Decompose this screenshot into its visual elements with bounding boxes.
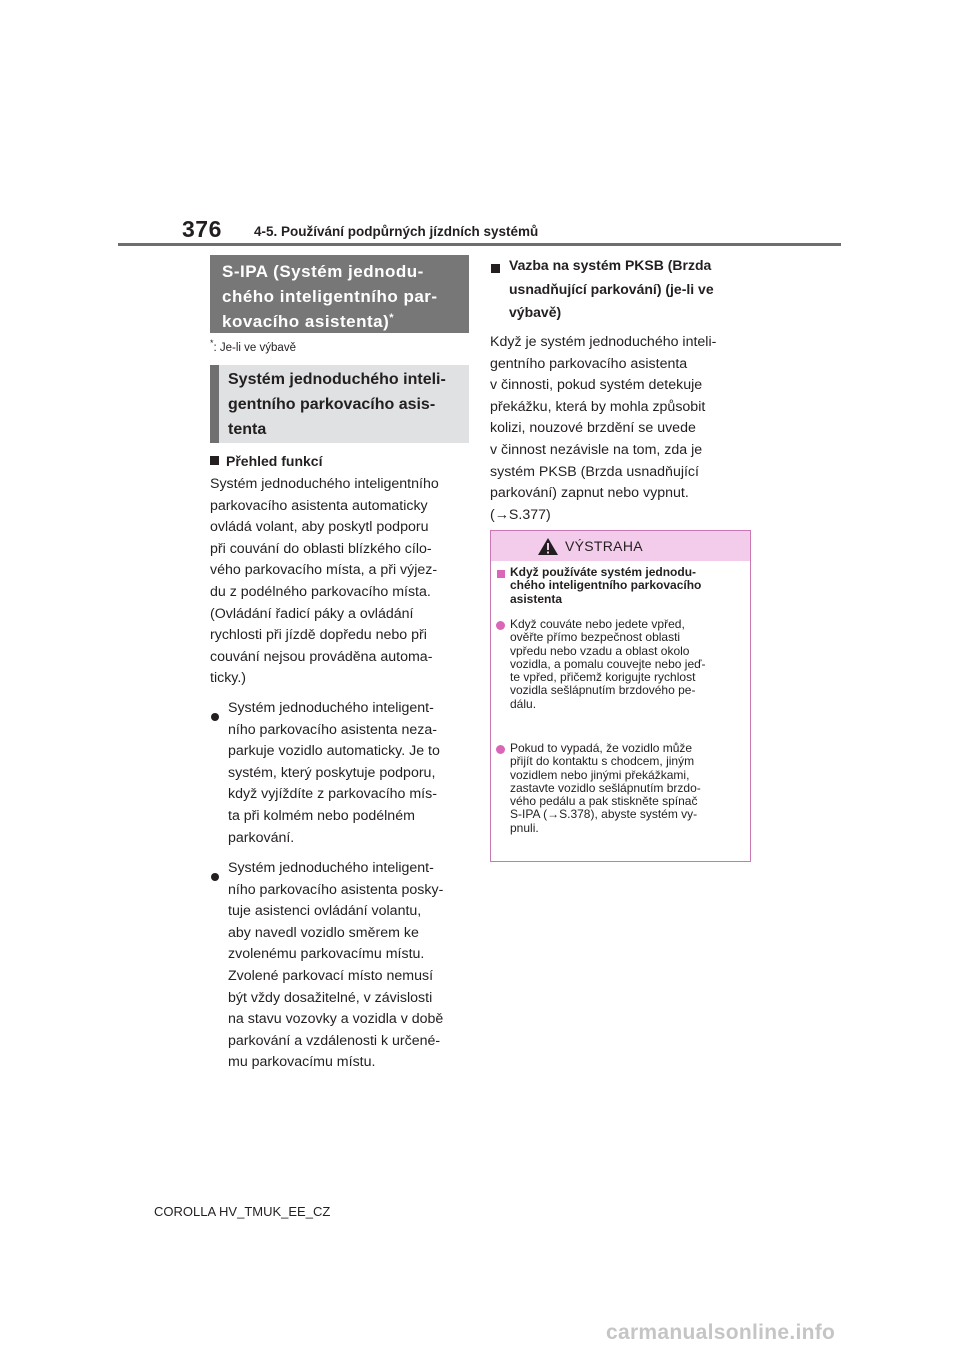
main-heading (210, 255, 469, 333)
overview-bullet-1: Systém jednoduchého inteligent- ního parkovacího asistenta neza- parkuje vozidlo automaticky. Je to systém, který poskytuje podporu, když vyjíždíte z parkovacího mís- ta při kolmém nebo podélném parkování. (228, 700, 440, 846)
pksb-paragraph: Když je systém jednoduchého inteli- gentního parkovacího asistenta v činnosti, pokud systém detekuje překážku, která by mohla způsobit kolizi, nouzové brzdění se uvede v činnost nezávisle na tom, zda je systém PKSB (Brzda usnadňující parkování) zapnut nebo vypnut. (→S.377) (490, 334, 717, 523)
warning-title: VÝSTRAHA (565, 538, 643, 554)
sub-heading-line-3: tenta (228, 421, 267, 438)
footer-model-code: COROLLA HV_TMUK_EE_CZ (154, 1204, 331, 1219)
main-heading-line-1: S-IPA (Systém jednodu- (222, 262, 424, 281)
main-heading-line-2: chého inteligentního par- (222, 287, 438, 306)
main-heading-line-3: kovacího asistenta) (222, 312, 390, 331)
sub-heading (210, 365, 469, 443)
overview-bullet-2: Systém jednoduchého inteligent- ního parkovacího asistenta posky- tuje asistenci ovládání volantu, aby navedl vozidlo směrem ke zvolenému parkovacímu místu. Zvolené parkovací místo nemusí být vždy dosažitelné, v závislosti na stavu vozovky a vozidla v době parkování a vzdálenosti k určené- mu parkovacímu místu. (228, 860, 444, 1071)
overview-topic (210, 454, 322, 468)
sub-heading-line-2: gentního parkovacího asis- (228, 396, 436, 413)
warning-item-2: Pokud to vypadá, že vozidlo může přijít do kontaktu s chodcem, jiným vozidlem nebo jinými překážkami, zastavte vozidlo sešlápnutím brzdo- vého pedálu a pak stiskněte spínač S-IPA (→S.378), abyste systém vy- pnuli. (510, 741, 701, 835)
footnote (210, 338, 296, 356)
square-bullet-icon (210, 456, 219, 465)
header-divider (118, 243, 841, 246)
sub-heading-line-1: Systém jednoduchého inteli- (228, 371, 446, 388)
watermark: carmanualsonline.info (606, 1321, 836, 1344)
bullet-dot-icon (496, 745, 505, 754)
overview-title: Přehled funkcí (226, 453, 323, 469)
square-bullet-icon (491, 264, 500, 273)
section-title: 4-5. Používání podpůrných jízdních systémů (254, 224, 539, 239)
bullet-dot-icon (211, 713, 219, 721)
overview-paragraph: Systém jednoduchého inteligentního parkovacího asistenta automaticky ovládá volant, aby poskytl podporu při couvání do oblasti blízkého cílo- vého parkovacího místa, a při výjez- du z podélného parkovacího místa. (Ovládání řadicí páky a ovládání rychlosti při jízdě dopředu nebo při couvání nejsou prováděna automa- ticky.) (210, 476, 439, 687)
page-number: 376 (182, 216, 222, 242)
footnote-marker: * (389, 312, 395, 324)
pksb-title: Vazba na systém PKSB (Brzda usnadňující parkování) (je-li ve výbavě) (509, 257, 714, 320)
warning-triangle-icon (537, 537, 559, 556)
square-bullet-icon (497, 570, 505, 578)
warning-header (491, 531, 750, 561)
warning-box (490, 530, 751, 862)
warning-heading: Když používáte systém jednodu- chého inteligentního parkovacího asistenta (510, 565, 702, 606)
footnote-text: : Je-li ve výbavě (213, 341, 296, 354)
footnote-asterisk: * (210, 338, 214, 348)
bullet-dot-icon (211, 873, 219, 881)
bullet-dot-icon (496, 621, 505, 630)
warning-item-1: Když couváte nebo jedete vpřed, ověřte přímo bezpečnost oblasti vpředu nebo vzadu a oblast okolo vozidla, a pomalu couvejte nebo jeď- te vpřed, přičemž korigujte rychlost vozidla sešlápnutím brzdového pe- dálu. (510, 617, 706, 711)
